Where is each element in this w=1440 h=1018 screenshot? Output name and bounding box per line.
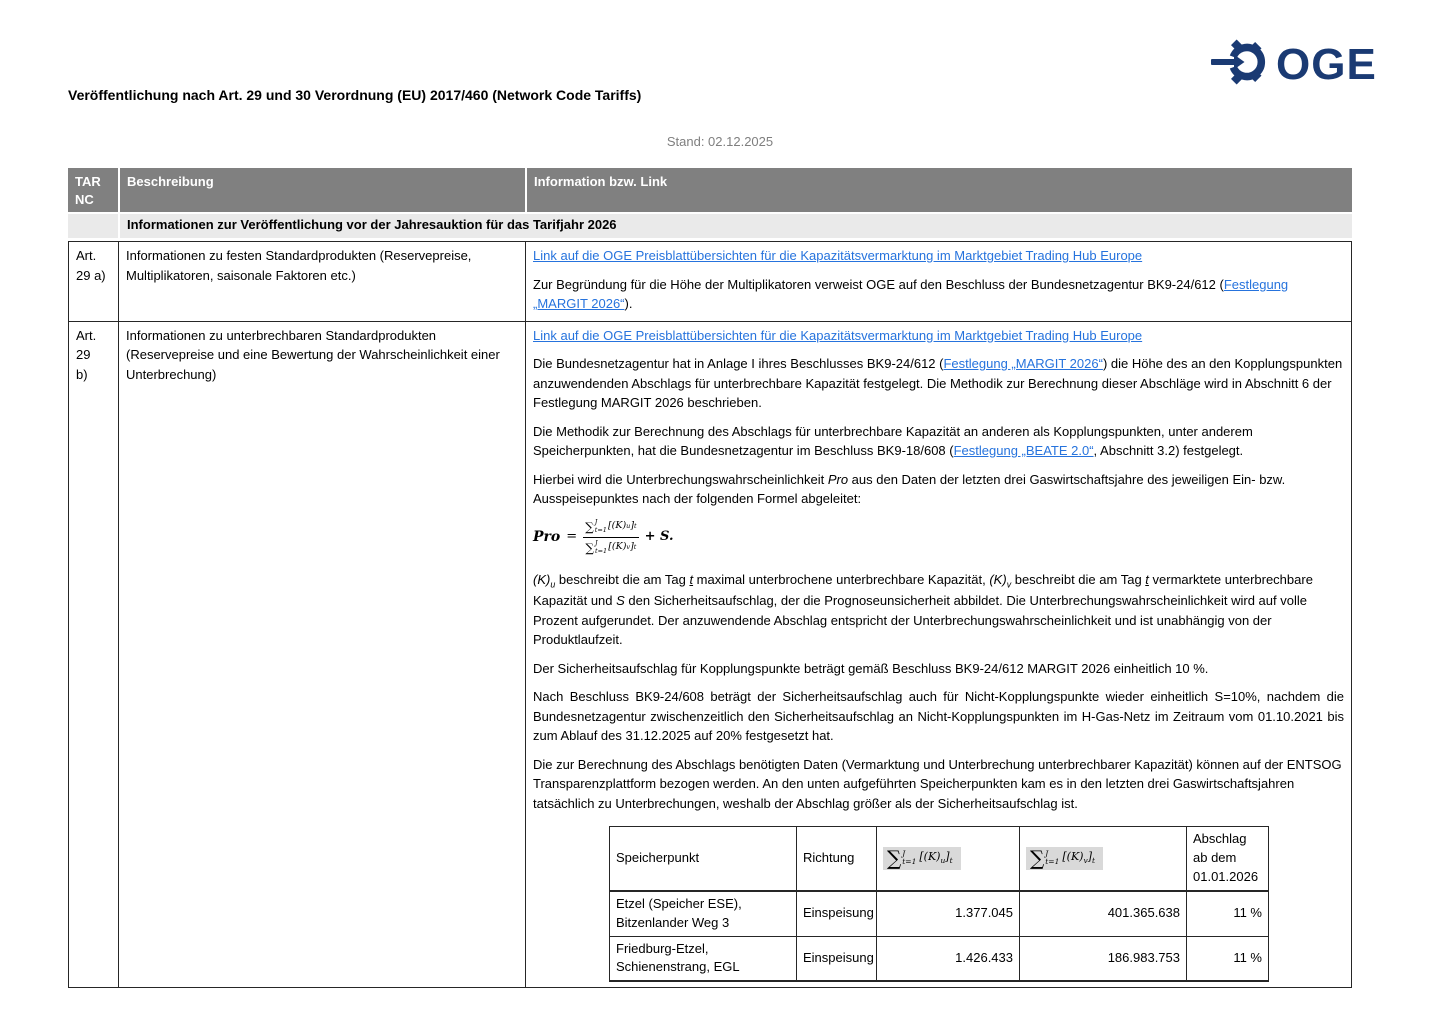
pro-formula: Pro = ∑ J t=1 [(K) u ] t ∑ J t=1 [(K) v ] t + S. — [533, 518, 674, 555]
paragraph-sicherheitsaufschlag-kp: Der Sicherheitsaufschlag für Kopplungspunkte beträgt gemäß Beschluss BK9-24/612 MARGIT 2026 einheitlich 10 %. — [533, 660, 1209, 676]
cell-richtung: Einspeisung — [797, 936, 877, 981]
column-header-beschreibung: Beschreibung — [120, 168, 525, 212]
text-29a-p1: Zur Begründung für die Höhe der Multiplikatoren verweist OGE auf den Beschluss der Bundesnetzagentur BK9-24/612 ( — [533, 276, 1224, 292]
cell-beschreibung-29b: Informationen zu unterbrechbaren Standardprodukten (Reservepreise und eine Bewertung der Wahrscheinlichkeit einer Unterbrechung) — [119, 321, 526, 988]
column-header-information: Information bzw. Link — [527, 168, 1352, 212]
formula-lhs: Pro — [533, 528, 561, 545]
date-stand: Stand: 02.12.2025 — [666, 134, 774, 149]
cell-sum-kv: 186.983.753 — [1020, 936, 1187, 981]
sum-kv-formula: ∑ J t=1 $[(K)_v]_t$ — [1026, 847, 1103, 870]
cell-abschlag: 11 % — [1187, 891, 1269, 936]
paragraph-nicht-kopplungspunkte: Nach Beschluss BK9-24/608 beträgt der Sicherheitsaufschlag auch für Nicht-Kopplungspunkte wieder einheitlich S=10%, nachdem die Bundesnetzagentur zwischenzeitlich den Sicherheitsaufschlag an Nicht-Kopplungspunkten im H-Gas-Netz im Zeitraum vom 01.10.2021 bis zum Ablauf des 31.12.2025 auf 20% festgesetzt hat. — [533, 689, 1344, 744]
inner-header-richtung: Richtung — [797, 827, 877, 891]
paragraph-methodik: Die Methodik zur Berechnung des Abschlags für unterbrechbare Kapazität an anderen als Kopplungspunkten, unter anderem Speicherpunkten, hat die Bundesnetzagentur im Beschluss BK9-18/608 (Festlegung „BEATE 2.0“, Abschnitt 3.2) festgelegt. — [533, 423, 1253, 458]
oge-logo-icon — [1210, 36, 1268, 93]
margit-2026-link-29a[interactable]: Festlegung „MARGIT 2026“ — [533, 276, 1289, 311]
cell-speicherpunkt: Etzel (Speicher ESE), Bitzenlander Weg 3 — [610, 891, 797, 936]
section-row-title: Informationen zur Veröffentlichung vor der Jahresauktion für das Tarifjahr 2026 — [120, 214, 1352, 238]
cell-information-29a: Link auf die OGE Preisblattübersichten für die Kapazitätsvermarktung im Marktgebiet Trading Hub Europe Zur Begründung für die Höhe der Multiplikatoren verweist OGE auf den Beschluss der Bundesnetzagentur BK9-24/612 (Festlegung „MARGIT 2026“). — [526, 242, 1352, 322]
speicherpunkt-table — [609, 826, 1269, 982]
cell-richtung: Einspeisung — [797, 891, 877, 936]
table-row-art-29a — [69, 242, 1352, 322]
margit-2026-link-29b[interactable]: Festlegung „MARGIT 2026“ — [943, 356, 1103, 371]
oge-logo-text: OGE — [1276, 39, 1377, 89]
tarnc-29b-line1: Art. 29 — [76, 327, 97, 362]
tarnc-29b-line2: b) — [76, 366, 88, 382]
speicherpunkt-row-etzel — [610, 891, 1269, 936]
cell-sum-kv: 401.365.638 — [1020, 891, 1187, 936]
cell-speicherpunkt: Friedburg-Etzel, Schienenstrang, EGL — [610, 936, 797, 981]
cell-abschlag: 11 % — [1187, 936, 1269, 981]
speicherpunkt-table-header — [610, 827, 1269, 891]
paragraph-ku-kv: $(K)_u$ beschreibt die am Tag t maximal unterbrochene unterbrechbare Kapazität, $(K)_v$ beschreibt die am Tag t vermarktete unterbrechbare Kapazität und S den Sicherheitsaufschlag, der die Prognoseunsicherheit abbildet. Die Unterbrechungswahrscheinlichkeit wird auf volle Prozent aufgerundet. Der anzuwendende Abschlag entspricht der Unterbrechungswahrscheinlichkeit und ist unabhängig von der Produktlaufzeit. — [533, 571, 1313, 648]
section-row-empty-cell — [68, 214, 118, 238]
sum-ku-formula: ∑ J t=1 $[(K)_u]_t$ — [883, 847, 961, 870]
beate-2-0-link[interactable]: Festlegung „BEATE 2.0“ — [953, 443, 1094, 458]
inner-header-sum-kv — [1020, 827, 1187, 891]
cell-tarnc-29a — [69, 242, 119, 322]
paragraph-hierbei: Hierbei wird die Unterbrechungswahrscheinlichkeit Pro aus den Daten der letzten drei Gaswirtschaftsjahre des jeweiligen Ein- bzw. Ausspeisepunktes nach der folgenden Formel abgeleitet: — [533, 471, 1286, 506]
inner-header-abschlag: Abschlag ab dem 01.01.2026 — [1187, 827, 1269, 891]
document-title: Veröffentlichung nach Art. 29 und 30 Verordnung (EU) 2017/460 (Network Code Tariffs) — [68, 87, 642, 103]
preisblatt-link-29a[interactable]: Link auf die OGE Preisblattübersichten für die Kapazitätsvermarktung im Marktgebiet Trading Hub Europe — [533, 248, 1143, 263]
column-header-tarnc: TAR NC — [68, 168, 118, 212]
inner-header-speicherpunkt: Speicherpunkt — [610, 827, 797, 891]
paragraph-entsog: Die zur Berechnung des Abschlags benötigten Daten (Vermarktung und Unterbrechung unterbrechbarer Kapazität) können auf der ENTSOG Transparenzplattform bezogen werden. An den unten aufgeführten Speicherpunkten kam es in den letzten drei Gaswirtschaftsjahren tatsächlich zu Unterbrechungen, weshalb der Abschlag größer als der Sicherheitsaufschlag ist. — [533, 756, 1342, 811]
main-table — [68, 168, 1352, 988]
tarnc-29a-line2: 29 a) — [76, 267, 106, 283]
cell-sum-ku: 1.426.433 — [877, 936, 1020, 981]
oge-logo — [1210, 36, 1377, 93]
table-row-art-29b — [69, 321, 1352, 988]
table-header-row — [68, 168, 1352, 212]
paragraph-anlage-1: Die Bundesnetzagentur hat in Anlage I ihres Beschlusses BK9-24/612 (Festlegung „MARGIT 2026“) die Höhe des an den Kopplungspunkten anzuwendenden Abschlags für unterbrechbare Kapazität festgelegt. Die Methodik zur Berechnung dieser Abschläge wird in Abschnitt 6 der Festlegung MARGIT 2026 beschrieben. — [533, 356, 1343, 410]
tarnc-29a-line1: Art. — [76, 248, 97, 263]
cell-tarnc-29b — [69, 321, 119, 988]
cell-sum-ku: 1.377.045 — [877, 891, 1020, 936]
cell-beschreibung-29a: Informationen zu festen Standardprodukten (Reservepreise, Multiplikatoren, saisonale Faktoren etc.) — [119, 242, 526, 322]
cell-information-29b — [526, 321, 1352, 988]
speicherpunkt-row-friedburg — [610, 936, 1269, 981]
formula-fraction: ∑ J t=1 [(K) u ] t ∑ J t=1 [(K) v ] t — [585, 518, 637, 555]
table-section-row — [68, 214, 1352, 238]
preisblatt-link-29b[interactable]: Link auf die OGE Preisblattübersichten für die Kapazitätsvermarktung im Marktgebiet Trading Hub Europe — [533, 327, 1143, 343]
inner-header-sum-ku — [877, 827, 1020, 891]
